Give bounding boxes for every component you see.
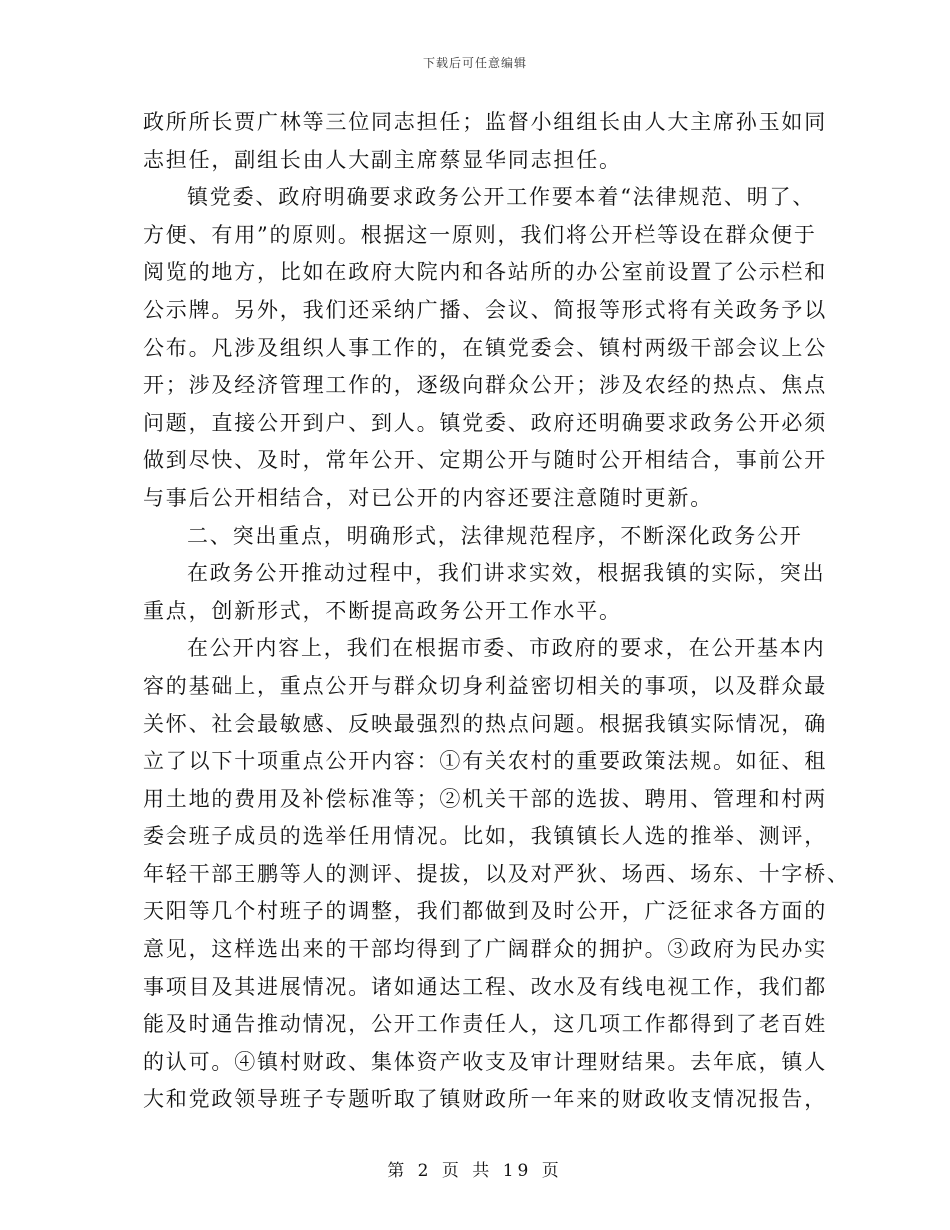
text-line: 委会班子成员的选举任用情况。比如，我镇镇长人选的推举、测评， [143, 824, 827, 849]
text-line: 的认可。④镇村财政、集体资产收支及审计理财结果。去年底，镇人 [143, 1049, 827, 1074]
paragraph-start-line: 镇党委、政府明确要求政务公开工作要本着“法律规范、明了、 [187, 185, 816, 210]
text-line: 容的基础上，重点公开与群众切身利益密切相关的事项，以及群众最 [143, 673, 827, 698]
section-heading: 二、突出重点，明确形式，法律规范程序，不断深化政务公开 [187, 523, 803, 548]
page-header: 下载后可任意编辑 [422, 56, 527, 70]
text-line: 开；涉及经济管理工作的，逐级向群众公开；涉及农经的热点、焦点 [143, 373, 827, 398]
text-line: 用土地的费用及补偿标准等；②机关干部的选拔、聘用、管理和村两 [143, 786, 827, 811]
text-line: 大和党政领导班子专题听取了镇财政所一年来的财政收支情况报告， [143, 1087, 827, 1112]
page-number: 第 2 页 共 19 页 [387, 1161, 563, 1181]
text-line: 方便、有用”的原则。根据这一原则，我们将公开栏等设在群众便于 [143, 222, 817, 247]
text-line: 公示牌。另外，我们还采纳广播、会议、简报等形式将有关政务予以 [143, 297, 827, 322]
text-line: 事项目及其进展情况。诸如通达工程、改水及有线电视工作，我们都 [143, 974, 827, 999]
text-line: 做到尽快、及时，常年公开、定期公开与随时公开相结合，事前公开 [143, 448, 827, 473]
text-line: 政所所长贾广林等三位同志担任；监督小组组长由人大主席孙玉如同 [143, 110, 827, 134]
text-line: 意见，这样选出来的干部均得到了广阔群众的拥护。③政府为民办实 [143, 937, 827, 962]
text-line: 与事后公开相结合，对已公开的内容还要注意随时更新。 [143, 485, 713, 510]
body-text [143, 104, 850, 1119]
text-line: 公布。凡涉及组织人事工作的，在镇党委会、镇村两级干部会议上公 [143, 335, 827, 360]
text-line: 立了以下十项重点公开内容：①有关农村的重要政策法规。如征、租 [143, 749, 827, 774]
paragraph-start-line: 在公开内容上，我们在根据市委、市政府的要求，在公开基本内 [187, 636, 826, 661]
text-line: 阅览的地方，比如在政府大院内和各站所的办公室前设置了公示栏和 [143, 260, 827, 285]
text-line: 天阳等几个村班子的调整，我们都做到及时公开，广泛征求各方面的 [143, 899, 827, 924]
text-line: 年轻干部王鹏等人的测评、提拔，以及对严狄、场西、场东、十字桥、 [143, 861, 850, 886]
text-line: 志担任，副组长由人大副主席蔡显华同志担任。 [143, 147, 622, 172]
paragraph-start-line: 在政务公开推动过程中，我们讲求实效，根据我镇的实际，突出 [187, 561, 826, 586]
text-line: 问题，直接公开到户、到人。镇党委、政府还明确要求政务公开必须 [143, 410, 827, 435]
text-line: 能及时通告推动情况，公开工作责任人，这几项工作都得到了老百姓 [143, 1012, 827, 1037]
text-line: 重点，创新形式，不断提高政务公开工作水平。 [143, 598, 622, 623]
text-line: 关怀、社会最敏感、反映最强烈的热点问题。根据我镇实际情况，确 [143, 711, 827, 736]
